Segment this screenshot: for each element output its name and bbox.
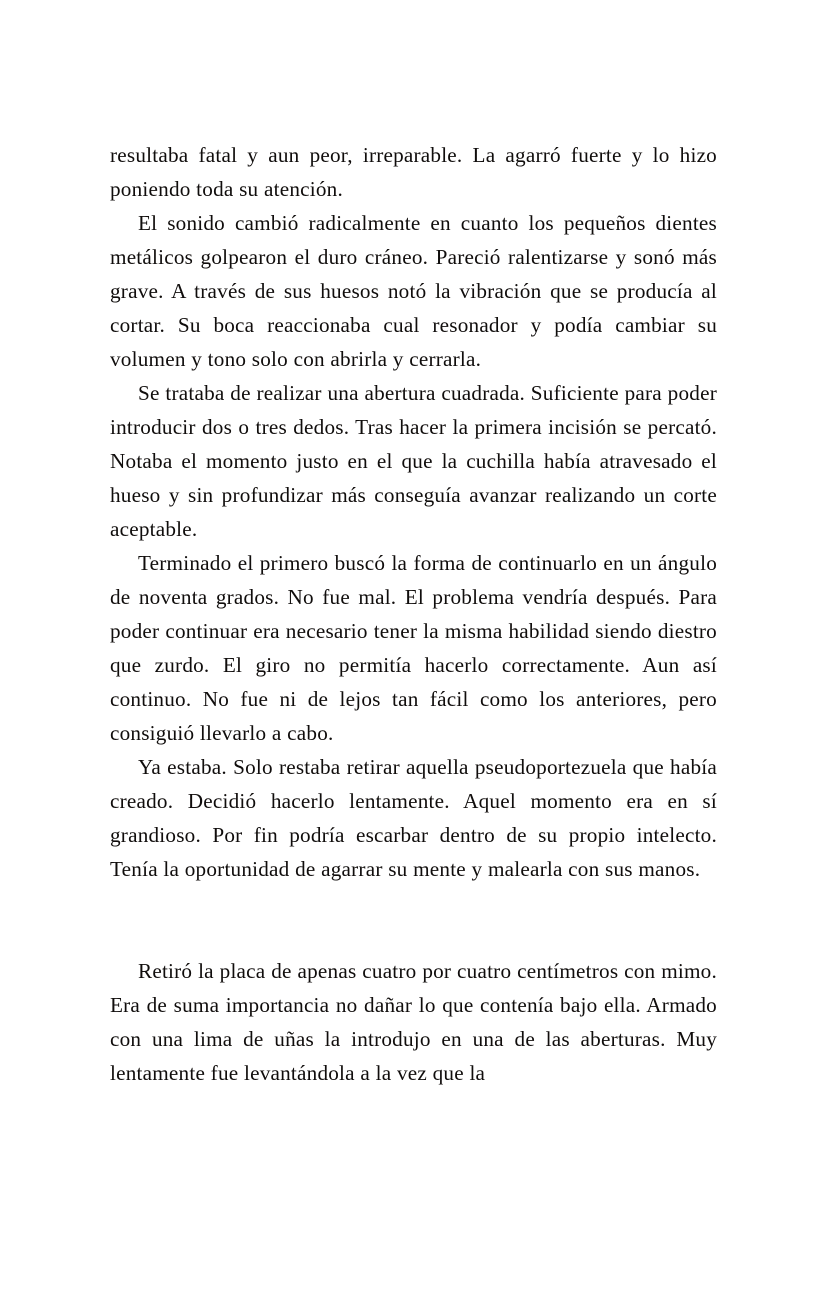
- body-text-column: [110, 138, 717, 1090]
- paragraph-continuation: resultaba fatal y aun peor, irreparable. La agarró fuerte y lo hizo poniendo toda su atención.: [110, 143, 717, 201]
- paragraph-final-overflowing: Retiró la placa de apenas cuatro por cuatro centímetros con mimo. Era de suma importancia no dañar lo que contenía bajo ella. Armado con una lima de uñas la introdujo en una de las aberturas. Muy lentamente fue levantándola a la vez que la: [110, 959, 717, 1085]
- section-break: [110, 886, 717, 954]
- paragraph: Se trataba de realizar una abertura cuadrada. Suficiente para poder introducir dos o tres dedos. Tras hacer la primera incisión se percató. Notaba el momento justo en el que la cuchilla había atravesado el hueso y sin profundizar más conseguía avanzar realizando un corte aceptable.: [110, 381, 717, 541]
- paragraph: Ya estaba. Solo restaba retirar aquella pseudoportezuela que había creado. Decidió hacerlo lentamente. Aquel momento era en sí grandioso. Por fin podría escarbar dentro de su propio intelecto. Tenía la oportunidad de agarrar su mente y malearla con sus manos.: [110, 755, 717, 881]
- paragraph: El sonido cambió radicalmente en cuanto los pequeños dientes metálicos golpearon el duro cráneo. Pareció ralentizarse y sonó más grave. A través de sus huesos notó la vibración que se producía al cortar. Su boca reaccionaba cual resonador y podía cambiar su volumen y tono solo con abrirla y cerrarla.: [110, 211, 717, 371]
- paragraph: Terminado el primero buscó la forma de continuarlo en un ángulo de noventa grados. No fue mal. El problema vendría después. Para poder continuar era necesario tener la misma habilidad siendo diestro que zurdo. El giro no permitía hacerlo correctamente. Aun así continuo. No fue ni de lejos tan fácil como los anteriores, pero consiguió llevarlo a cabo.: [110, 551, 717, 745]
